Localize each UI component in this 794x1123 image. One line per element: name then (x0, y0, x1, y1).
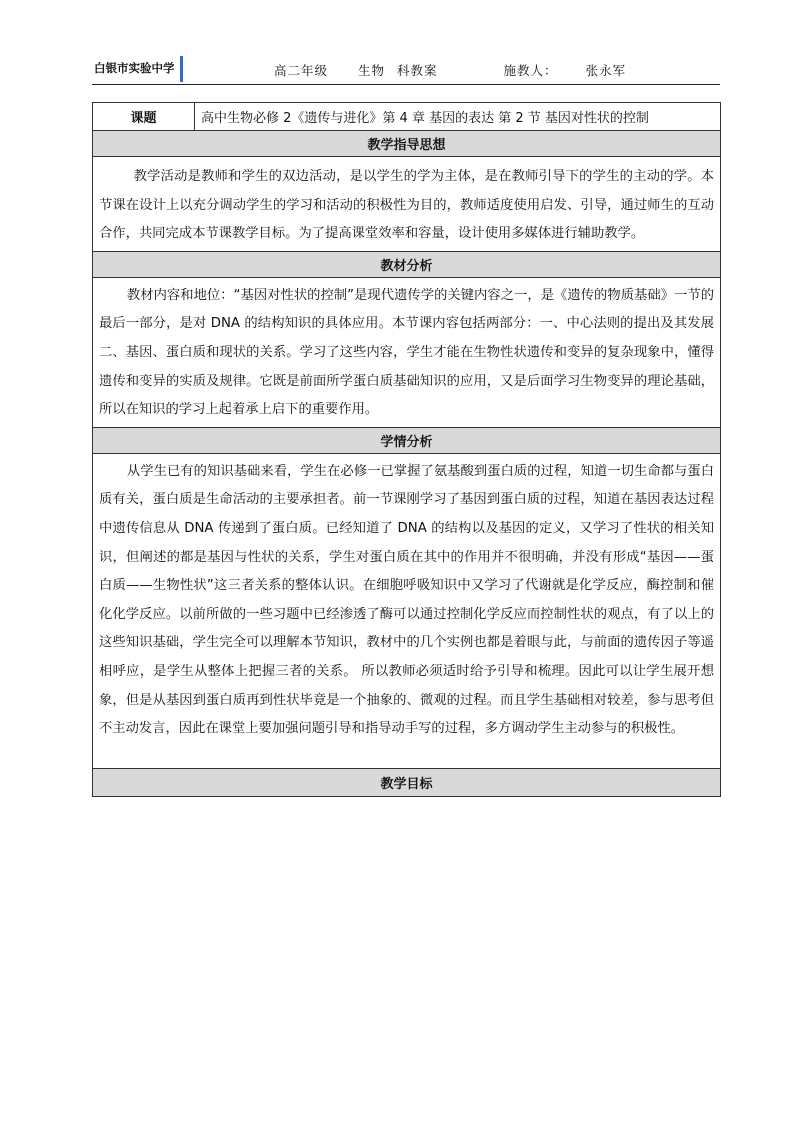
teacher-label: 施教人： (503, 63, 558, 78)
header-accent-bar (180, 56, 183, 82)
guiding-thought-text: 教学活动是教师和学生的双边活动，是以学生的学为主体，是在教师引导下的学生的主动的学。本节课在设计上以充分调动学生的学习和活动的积极性为目的，教师适度使用启发、引导，通过师生的互动合作，共同完成本节课教学目标。为了提高课堂效率和容量，设计使用多媒体进行辅助教学。 (99, 169, 714, 242)
section-body-row (93, 157, 721, 252)
section-heading-guiding-thought: 教学指导思想 (93, 131, 721, 157)
plan-label: 科教案 (397, 63, 438, 78)
textbook-analysis-text: 教材内容和地位：“基因对性状的控制”是现代遗传学的关键内容之一，是《遗传的物质基础》一节的最后一部分，是对 DNA 的结构知识的具体应用。本节课内容包括两部分：一、中心法则的提出及其发展二、基因、蛋白质和现状的关系。学习了这些内容，学生才能在生物性状遗传和变异的复杂现象中，懂得遗传和变异的实质及规律。它既是前面所学蛋白质基础知识的应用，又是后面学习生物变异的理论基础，所以在知识的学习上起着承上启下的重要作用。 (99, 287, 714, 418)
student-analysis-text: 从学生已有的知识基础来看，学生在必修一已掌握了氨基酸到蛋白质的过程，知道一切生命都与蛋白质有关，蛋白质是生命活动的主要承担者。前一节课刚学习了基因到蛋白质的过程，知道在基因表达过程中遗传信息从 DNA 传递到了蛋白质。已经知道了 DNA 的结构以及基因的定义，又学习了性状的相关知识，但阐述的都是基因与性状的关系，学生对蛋白质在其中的作用并不很明确，并没有形成“基因——蛋白质——生物性状”这三者关系的整体认识。在细胞呼吸知识中又学习了代谢就是化学反应，酶控制和催化化学反应。以前所做的一些习题中已经渗透了酶可以通过控制化学反应而控制性状的观点，有了以上的这些知识基础，学生完全可以理解本节知识，教材中的几个实例也都是着眼与此，与前面的遗传因子等遥相呼应，是学生从整体上把握三者的关系。 所以教师必须适时给予引导和梳理。因此可以让学生展开想象，但是从基因到蛋白质再到性状毕竟是一个抽象的、微观的过程。而且学生基础相对较差，参与思考但不主动发言，因此在课堂上要加强问题引导和指导动手写的过程，多方调动学生主动参与的积极性。 (99, 463, 714, 737)
section-body-student-analysis (93, 453, 721, 768)
section-heading-textbook-analysis: 教材分析 (93, 251, 721, 277)
section-heading-row (93, 427, 721, 453)
section-body-textbook-analysis (93, 277, 721, 427)
section-heading-row (93, 768, 721, 796)
topic-value: 高中生物必修 2《遗传与进化》第 4 章 基因的表达 第 2 节 基因对性状的控制 (195, 103, 721, 131)
topic-row (93, 103, 721, 131)
grade-label: 高二年级 (274, 63, 329, 78)
lesson-plan-table (92, 102, 721, 797)
section-heading-row (93, 131, 721, 157)
section-heading-row (93, 251, 721, 277)
teacher-name: 张永军 (585, 63, 627, 78)
section-heading-teaching-goals: 教学目标 (93, 768, 721, 796)
section-heading-student-analysis: 学情分析 (93, 427, 721, 453)
header-info (274, 61, 626, 79)
section-body-guiding-thought (93, 157, 721, 252)
section-body-row (93, 453, 721, 768)
section-body-row (93, 277, 721, 427)
subject-label: 生物 (358, 63, 386, 78)
page-header (92, 54, 720, 85)
topic-label: 课题 (93, 103, 195, 131)
school-name: 白银市实验中学 (94, 61, 175, 75)
